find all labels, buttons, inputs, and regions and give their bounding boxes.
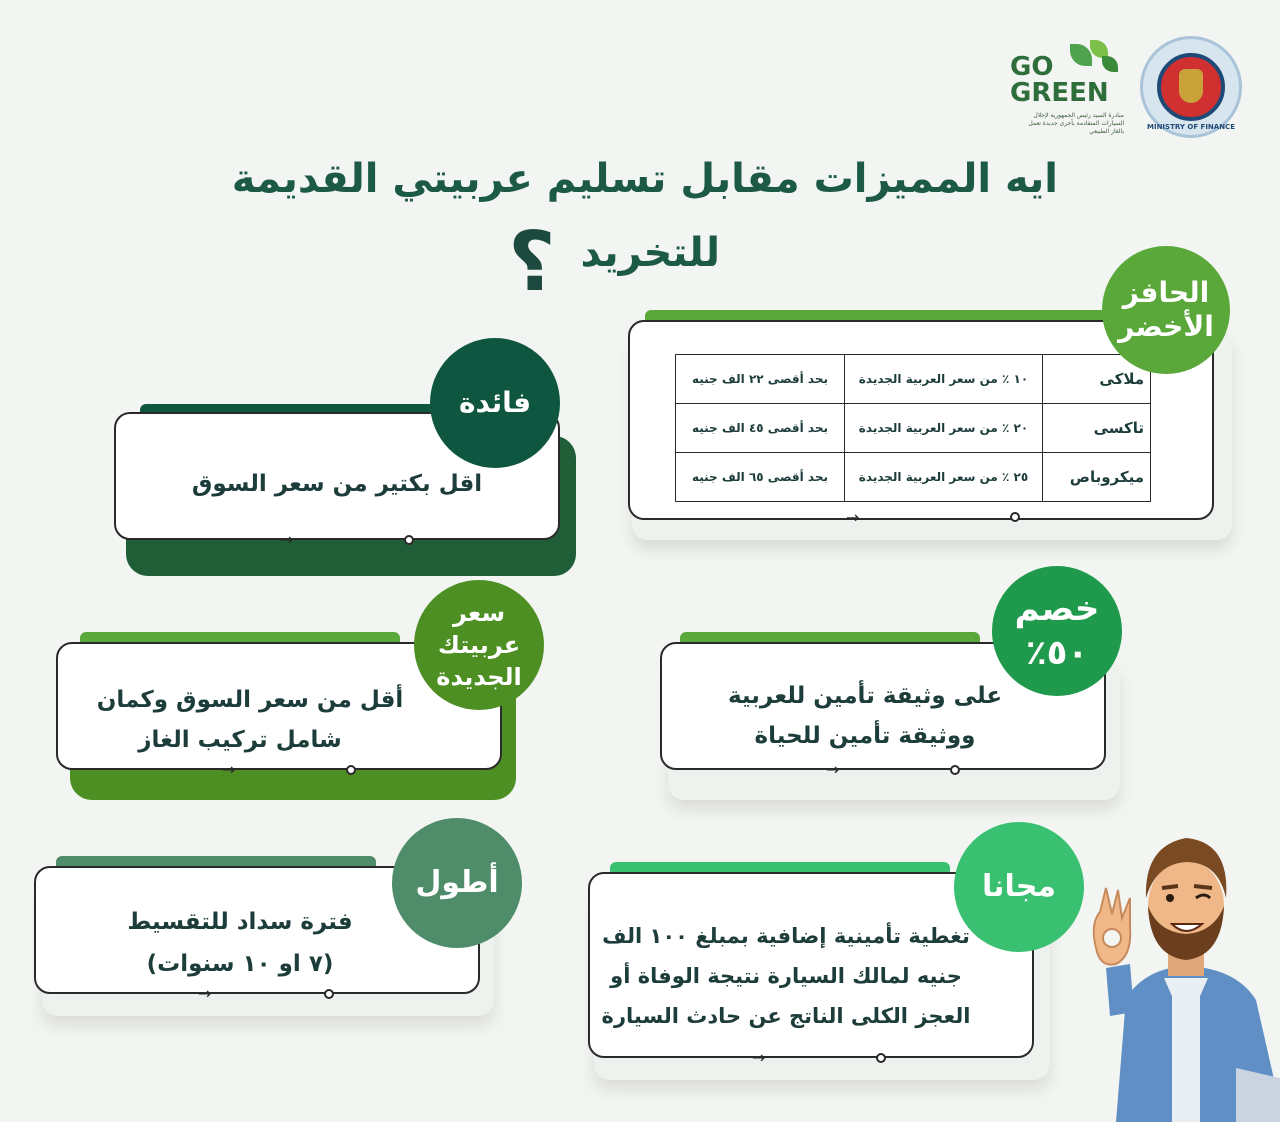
badge-label: ٥٠٪ xyxy=(1025,633,1089,673)
longer-text-line1: فترة سداد للتقسيط xyxy=(127,909,353,935)
leaf-icon xyxy=(1102,56,1118,72)
arrow-right-icon: → xyxy=(846,508,860,527)
new-car-price-text-line2: شامل تركيب الغاز xyxy=(138,727,342,753)
arrow-right-icon: → xyxy=(222,760,236,779)
free-text-line1: تغطية تأمينية إضافية بمبلغ ١٠٠ الف xyxy=(602,924,970,948)
ministry-of-finance-logo xyxy=(1140,36,1242,138)
green-incentive-badge xyxy=(1102,246,1230,374)
longer-text-line2: (٧ او ١٠ سنوات) xyxy=(146,951,334,977)
longer-badge xyxy=(392,818,522,948)
free-badge xyxy=(954,822,1084,952)
table-cell: بحد أقصى ٢٢ الف جنيه xyxy=(676,355,845,404)
table-cell: ٢٥ ٪ من سعر العربية الجديدة xyxy=(845,453,1043,502)
badge-label: عربيتك xyxy=(437,631,521,659)
table-cell: ميكروباص xyxy=(1043,453,1151,502)
arrow-right-icon: → xyxy=(198,984,212,1003)
table-cell: ملاكى xyxy=(1043,355,1151,404)
table-cell: تاكسى xyxy=(1043,404,1151,453)
circle-marker-icon xyxy=(950,765,960,775)
circle-marker-icon xyxy=(346,765,356,775)
table-row xyxy=(676,355,1151,404)
badge-label: فائدة xyxy=(458,386,532,419)
go-green-word1: GO xyxy=(1010,52,1054,82)
table-row xyxy=(676,404,1151,453)
incentive-table xyxy=(675,354,1151,502)
discount-badge xyxy=(992,566,1122,696)
question-mark-icon: ؟ xyxy=(508,215,556,310)
leaf-icon xyxy=(1070,44,1092,66)
badge-label: الجديدة xyxy=(436,663,522,691)
page-title-line2: للتخريد xyxy=(580,230,720,276)
table-cell: ٢٠ ٪ من سعر العربية الجديدة xyxy=(845,404,1043,453)
badge-label: سعر xyxy=(452,599,506,627)
discount-text-line1: على وثيقة تأمين للعربية xyxy=(727,683,1003,709)
man-ok-gesture-illustration xyxy=(1086,828,1280,1122)
go-green-word2: GREEN xyxy=(1010,78,1109,108)
interest-text: اقل بكتير من سعر السوق xyxy=(191,471,483,497)
table-cell: بحد أقصى ٦٥ الف جنيه xyxy=(676,453,845,502)
circle-marker-icon xyxy=(404,535,414,545)
new-car-price-badge xyxy=(414,580,544,710)
table-cell: بحد أقصى ٤٥ الف جنيه xyxy=(676,404,845,453)
go-green-tagline: مبادرة السيد رئيس الجمهورية لإحلال السيارات المتقادمة بأخرى جديدة تعمل بالغاز الطبيعي xyxy=(1028,112,1124,135)
arrow-right-icon: → xyxy=(280,530,294,549)
badge-label: أطول xyxy=(415,865,499,900)
page-title: ايه المميزات مقابل تسليم عربيتي القديمة xyxy=(231,156,1058,202)
circle-marker-icon xyxy=(876,1053,886,1063)
eagle-emblem-icon xyxy=(1157,53,1225,121)
arrow-right-icon: → xyxy=(826,760,840,779)
table-row xyxy=(676,453,1151,502)
go-green-logo xyxy=(1008,40,1122,136)
badge-label: مجانا xyxy=(982,869,1056,904)
discount-text-line2: ووثيقة تأمين للحياة xyxy=(754,723,976,749)
free-text-line2: جنيه لمالك السيارة نتيجة الوفاة أو xyxy=(610,964,962,988)
ministry-logo-label: MINISTRY OF FINANCE xyxy=(1147,123,1235,131)
interest-badge xyxy=(430,338,560,468)
table-cell: ١٠ ٪ من سعر العربية الجديدة xyxy=(845,355,1043,404)
arrow-right-icon: → xyxy=(752,1048,766,1067)
new-car-price-text-line1: أقل من سعر السوق وكمان xyxy=(96,687,404,713)
circle-marker-icon xyxy=(1010,512,1020,522)
badge-label: خصم xyxy=(1014,589,1100,629)
circle-marker-icon xyxy=(324,989,334,999)
free-text-line3: العجز الكلى الناتج عن حادث السيارة xyxy=(601,1004,971,1028)
badge-label: الحافز الأخضر xyxy=(1118,276,1214,343)
